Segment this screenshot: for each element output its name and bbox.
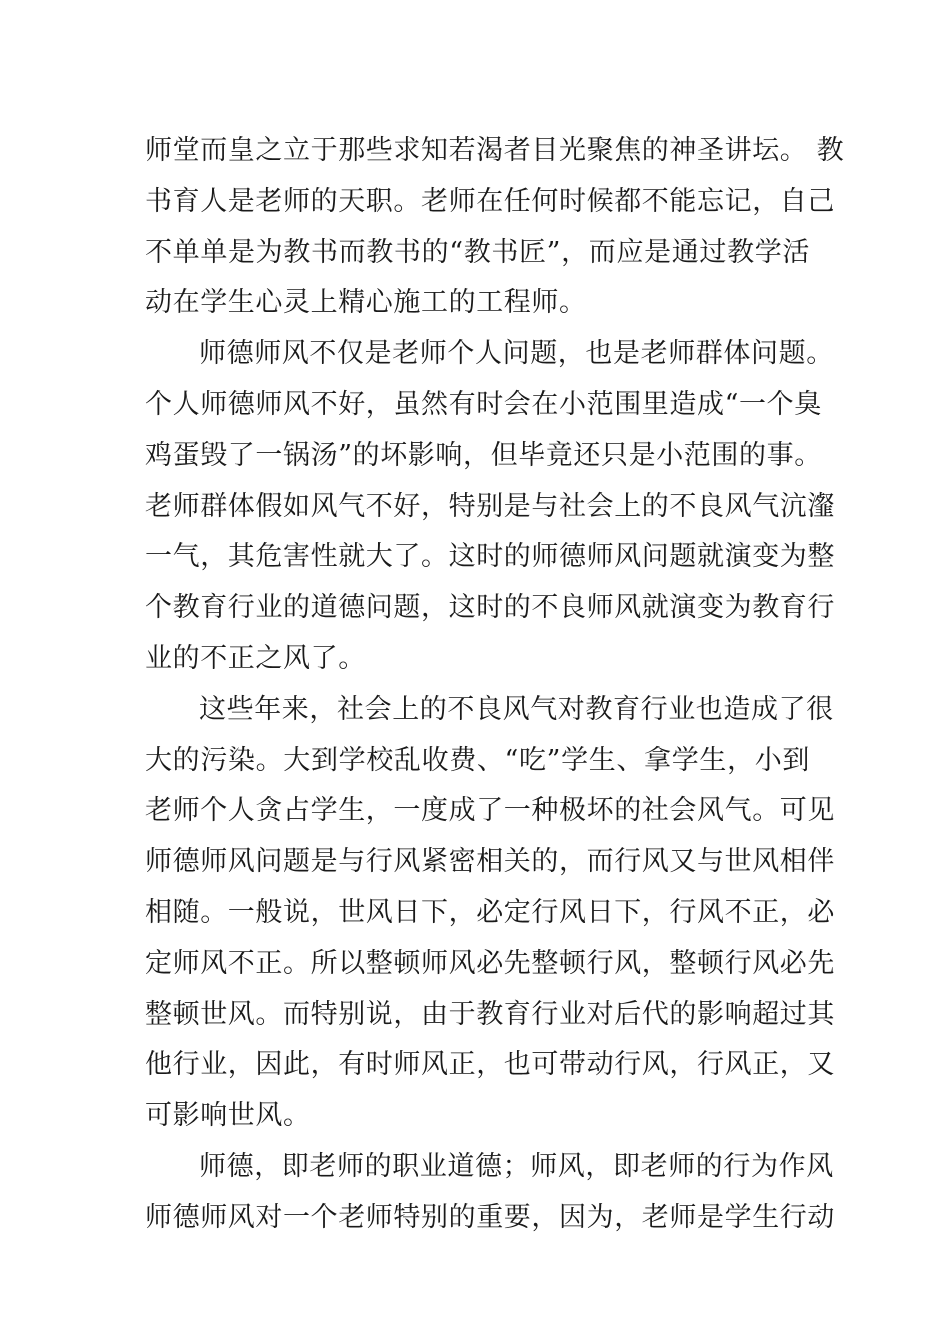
paragraph-3-line-5: 相随。一般说，世风日下，必定行风日下，行风不正，必 <box>145 896 835 928</box>
paragraph-2-line-6: 个教育行业的道德问题，这时的不良师风就演变为教育行 <box>145 592 835 624</box>
paragraph-4-line-2: 师德师风对一个老师特别的重要，因为，老师是学生行动 <box>145 1201 835 1233</box>
paragraph-2-line-2: 个人师德师风不好，虽然有时会在小范围里造成“一个臭 <box>145 388 822 420</box>
paragraph-3-line-8: 他行业，因此，有时师风正，也可带动行风，行风正，又 <box>145 1049 835 1081</box>
paragraph-3-line-6: 定师风不正。所以整顿师风必先整顿行风，整顿行风必先 <box>145 947 835 979</box>
paragraph-3-line-2: 大的污染。大到学校乱收费、“吃”学生、拿学生，小到 <box>145 744 810 776</box>
paragraph-1-line-4: 动在学生心灵上精心施工的工程师。 <box>145 287 587 319</box>
paragraph-2-line-5: 一气，其危害性就大了。这时的师德师风问题就演变为整 <box>145 541 835 573</box>
paragraph-2-line-7: 业的不正之风了。 <box>145 642 366 674</box>
paragraph-3-line-7: 整顿世风。而特别说，由于教育行业对后代的影响超过其 <box>145 998 835 1030</box>
paragraph-2-line-1: 师德师风不仅是老师个人问题，也是老师群体问题。 <box>199 338 834 370</box>
paragraph-3-line-1: 这些年来，社会上的不良风气对教育行业也造成了很 <box>199 693 834 725</box>
paragraph-1-line-3: 不单单是为教书而教书的“教书匠”，而应是通过教学活 <box>145 236 810 268</box>
paragraph-3-line-3: 老师个人贪占学生，一度成了一种极坏的社会风气。可见 <box>145 795 835 827</box>
paragraph-1-line-1: 师堂而皇之立于那些求知若渴者目光聚焦的神圣讲坛。 教 <box>145 135 845 166</box>
paragraph-2-line-3: 鸡蛋毁了一锅汤”的坏影响，但毕竟还只是小范围的事。 <box>145 439 822 471</box>
paragraph-3-line-9: 可影响世风。 <box>145 1100 311 1132</box>
paragraph-1-line-2: 书育人是老师的天职。老师在任何时候都不能忘记，自己 <box>145 185 835 217</box>
paragraph-3-line-4: 师德师风问题是与行风紧密相关的，而行风又与世风相伴 <box>145 846 835 878</box>
body-text <box>145 126 845 1244</box>
paragraph-2-line-4: 老师群体假如风气不好，特别是与社会上的不良风气沆瀣 <box>145 490 835 522</box>
paragraph-4-line-1: 师德，即老师的职业道德；师风，即老师的行为作风 <box>199 1150 834 1182</box>
